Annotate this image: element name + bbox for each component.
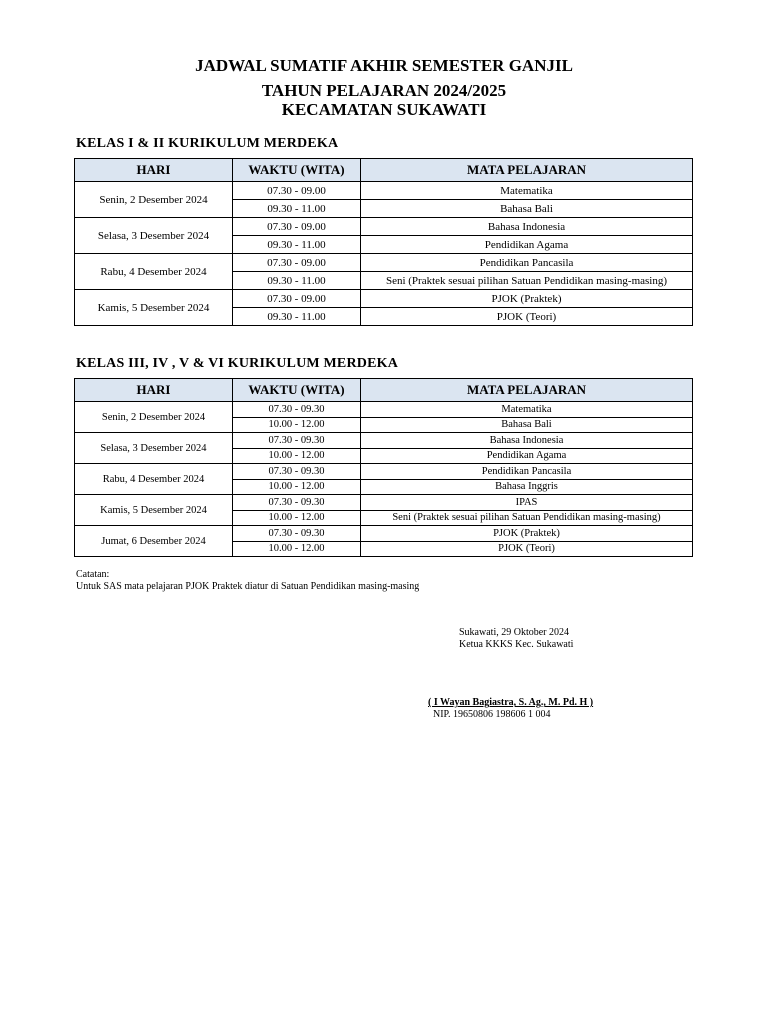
signer-block — [428, 697, 593, 721]
time-cell: 07.30 - 09.30 — [233, 402, 361, 418]
day-cell: Jumat, 6 Desember 2024 — [75, 526, 233, 557]
note-label: Catatan: — [76, 569, 110, 580]
time-cell: 07.30 - 09.00 — [233, 254, 361, 272]
time-cell: 10.00 - 12.00 — [233, 448, 361, 464]
schedule-table-kelas-3-6 — [74, 378, 693, 557]
section-title-kelas-1-2: KELAS I & II KURIKULUM MERDEKA — [76, 136, 339, 151]
time-cell: 09.30 - 11.00 — [233, 272, 361, 290]
day-cell: Selasa, 3 Desember 2024 — [75, 433, 233, 464]
time-cell: 09.30 - 11.00 — [233, 200, 361, 218]
subject-cell: Bahasa Bali — [361, 417, 693, 433]
table-header-row — [75, 159, 693, 182]
day-cell: Kamis, 5 Desember 2024 — [75, 290, 233, 326]
schedule-table-kelas-1-2 — [74, 158, 693, 326]
table-row — [75, 218, 693, 236]
time-cell: 07.30 - 09.30 — [233, 433, 361, 449]
subject-cell: PJOK (Praktek) — [361, 526, 693, 542]
column-header-hari: HARI — [75, 159, 233, 182]
table-row — [75, 182, 693, 200]
subject-cell: Seni (Praktek sesuai pilihan Satuan Pendidikan masing-masing) — [361, 272, 693, 290]
time-cell: 07.30 - 09.30 — [233, 526, 361, 542]
time-cell: 10.00 - 12.00 — [233, 417, 361, 433]
signature-role: Ketua KKKS Kec. Sukawati — [459, 639, 574, 650]
section-title-kelas-3-6: KELAS III, IV , V & VI KURIKULUM MERDEKA — [76, 356, 399, 371]
time-cell: 09.30 - 11.00 — [233, 308, 361, 326]
subject-cell: Bahasa Indonesia — [361, 218, 693, 236]
day-cell: Senin, 2 Desember 2024 — [75, 402, 233, 433]
day-cell: Rabu, 4 Desember 2024 — [75, 464, 233, 495]
column-header-hari: HARI — [75, 379, 233, 402]
table-row — [75, 526, 693, 542]
document-title: JADWAL SUMATIF AKHIR SEMESTER GANJIL — [195, 56, 573, 75]
column-header-waktu: WAKTU (WITA) — [233, 159, 361, 182]
signer-name: ( I Wayan Bagiastra, S. Ag., M. Pd. H ) — [428, 697, 594, 708]
time-cell: 07.30 - 09.30 — [233, 464, 361, 480]
time-cell: 09.30 - 11.00 — [233, 236, 361, 254]
subject-cell: Matematika — [361, 402, 693, 418]
column-header-mata-pelajaran: MATA PELAJARAN — [361, 159, 693, 182]
time-cell: 10.00 - 12.00 — [233, 479, 361, 495]
table-row — [75, 464, 693, 480]
day-cell: Senin, 2 Desember 2024 — [75, 182, 233, 218]
signer-nip: NIP. 19650806 198606 1 004 — [433, 709, 551, 720]
subject-cell: PJOK (Teori) — [361, 541, 693, 557]
subject-cell: Pendidikan Pancasila — [361, 464, 693, 480]
subject-cell: Pendidikan Agama — [361, 236, 693, 254]
time-cell: 10.00 - 12.00 — [233, 510, 361, 526]
subject-cell: Seni (Praktek sesuai pilihan Satuan Pendidikan masing-masing) — [361, 510, 693, 526]
subject-cell: PJOK (Teori) — [361, 308, 693, 326]
time-cell: 07.30 - 09.00 — [233, 182, 361, 200]
subject-cell: Matematika — [361, 182, 693, 200]
time-cell: 10.00 - 12.00 — [233, 541, 361, 557]
subject-cell: Pendidikan Pancasila — [361, 254, 693, 272]
table-row — [75, 495, 693, 511]
signature-block — [459, 627, 573, 651]
table-row — [75, 290, 693, 308]
table-row — [75, 254, 693, 272]
subject-cell: IPAS — [361, 495, 693, 511]
time-cell: 07.30 - 09.00 — [233, 218, 361, 236]
column-header-waktu: WAKTU (WITA) — [233, 379, 361, 402]
district-name: KECAMATAN SUKAWATI — [281, 100, 487, 119]
subject-cell: Bahasa Indonesia — [361, 433, 693, 449]
note-block — [76, 569, 419, 593]
subject-cell: Bahasa Bali — [361, 200, 693, 218]
day-cell: Selasa, 3 Desember 2024 — [75, 218, 233, 254]
day-cell: Rabu, 4 Desember 2024 — [75, 254, 233, 290]
time-cell: 07.30 - 09.00 — [233, 290, 361, 308]
signature-place-date: Sukawati, 29 Oktober 2024 — [459, 627, 569, 638]
subject-cell: PJOK (Praktek) — [361, 290, 693, 308]
note-text: Untuk SAS mata pelajaran PJOK Praktek diatur di Satuan Pendidikan masing-masing — [76, 581, 420, 592]
table-header-row — [75, 379, 693, 402]
time-cell: 07.30 - 09.30 — [233, 495, 361, 511]
table-row — [75, 433, 693, 449]
column-header-mata-pelajaran: MATA PELAJARAN — [361, 379, 693, 402]
subject-cell: Pendidikan Agama — [361, 448, 693, 464]
table-row — [75, 402, 693, 418]
academic-year: TAHUN PELAJARAN 2024/2025 — [261, 81, 507, 100]
document-header — [0, 56, 768, 119]
subject-cell: Bahasa Inggris — [361, 479, 693, 495]
day-cell: Kamis, 5 Desember 2024 — [75, 495, 233, 526]
